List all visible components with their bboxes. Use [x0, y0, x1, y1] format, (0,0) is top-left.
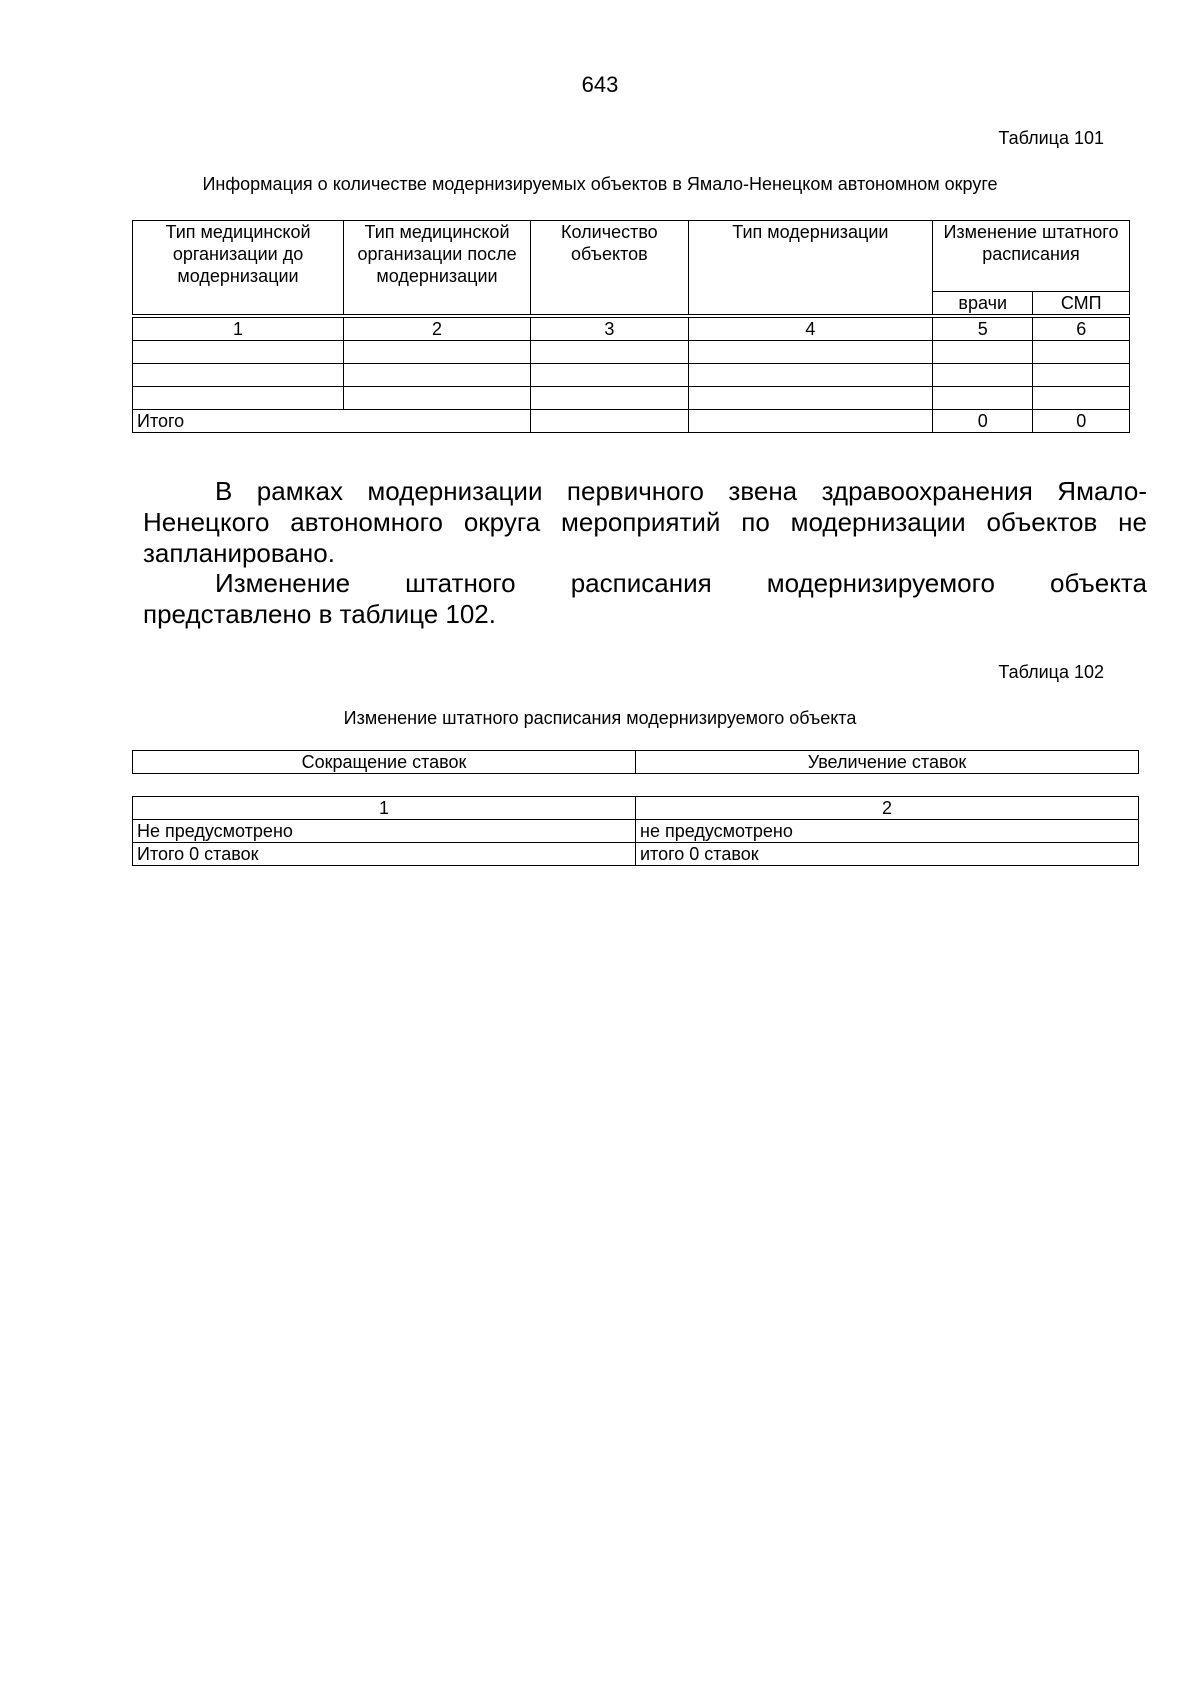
table-102-label: Таблица 102 [998, 662, 1104, 682]
table-row [133, 341, 1130, 364]
column-numbers-row [133, 797, 1139, 820]
header-reduction: Сокращение ставок [133, 751, 636, 774]
total-doctors: 0 [932, 410, 1033, 433]
cell-increase: не предусмотрено [636, 820, 1139, 843]
header-type-before: Тип медицинской организации до модернизации [133, 221, 344, 315]
column-number: 4 [688, 318, 932, 341]
paragraph-text: Изменение штатного расписания модернизируемого объекта [215, 568, 1147, 598]
table-row [133, 387, 1130, 410]
cell-increase-total: итого 0 ставок [636, 843, 1139, 866]
total-label: Итого [133, 410, 531, 433]
cell-reduction: Не предусмотрено [133, 820, 636, 843]
column-number: 1 [133, 318, 344, 341]
table-101 [132, 220, 1130, 433]
table-row [133, 820, 1139, 843]
table-row [133, 364, 1130, 387]
column-number: 5 [932, 318, 1033, 341]
table-row [133, 843, 1139, 866]
paragraph-modernization [143, 476, 1147, 569]
column-number: 2 [344, 318, 531, 341]
page-number: 643 [581, 72, 619, 97]
cell-reduction-total: Итого 0 ставок [133, 843, 636, 866]
table-101-title: Информация о количестве модернизируемых объектов в Ямало-Ненецком автономном округе [202, 174, 998, 194]
header-staff-change: Изменение штатного расписания [932, 221, 1129, 292]
table-101-label: Таблица 101 [998, 128, 1104, 148]
header-object-count: Количество объектов [530, 221, 688, 315]
paragraph-staff-change-end: представлено в таблице 102. [143, 599, 496, 629]
table-102-title: Изменение штатного расписания модернизируемого объекта [343, 708, 857, 728]
header-type-after: Тип медицинской организации после модернизации [344, 221, 531, 315]
total-row [133, 410, 1130, 433]
header-increase: Увеличение ставок [636, 751, 1139, 774]
column-number: 6 [1033, 318, 1130, 341]
header-modernization-type: Тип модернизации [688, 221, 932, 315]
header-smp: СМП [1033, 292, 1130, 315]
paragraph-staff-change [143, 568, 1147, 599]
table-102 [132, 750, 1139, 866]
column-number: 2 [636, 797, 1139, 820]
header-doctors: врачи [932, 292, 1033, 315]
column-number: 1 [133, 797, 636, 820]
column-numbers-row [133, 318, 1130, 341]
column-number: 3 [530, 318, 688, 341]
paragraph-text: В рамках модернизации первичного звена здравоохранения Ямало-Ненецкого автономного округа мероприятий по модернизации объектов не запланировано. [143, 476, 1147, 568]
total-smp: 0 [1033, 410, 1130, 433]
